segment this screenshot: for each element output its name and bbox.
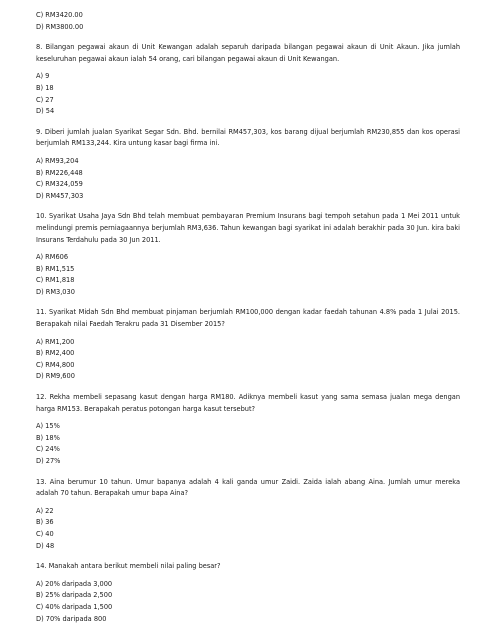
question-text: 13. Aina berumur 10 tahun. Umur bapanya adalah 4 kali ganda umur Zaidi. Zaida ialah abang Aina. Jumlah umur mereka adalah 70 tahun. Berapakah umur bapa Aina? <box>36 477 460 498</box>
answer-option: C) RM1,818 <box>36 276 75 285</box>
question-14 <box>36 561 460 625</box>
answer-option: C) 24% <box>36 445 60 454</box>
answer-option: C) 40% daripada 1,500 <box>36 602 113 611</box>
answer-option: C) RM324,059 <box>36 180 83 189</box>
answer-option: D) RM3,030 <box>36 287 75 296</box>
question-text: 12. Rekha membeli sepasang kasut dengan harga RM180. Adiknya membeli kasut yang sama semasa jualan mega dengan harga RM153. Berapakah peratus potongan harga kasut tersebut? <box>36 393 460 413</box>
answer-option: A) RM606 <box>36 253 69 262</box>
question-text: 8. Bilangan pegawai akaun di Unit Kewangan adalah separuh daripada bilangan pegawai akaun di Unit Akaun. Jika jumlah keseluruhan pegawai akaun ialah 54 orang, cari bilangan pegawai akaun di Unit Kewangan. <box>36 43 460 63</box>
question-8 <box>36 42 460 118</box>
answer-option: C) 40 <box>36 529 54 538</box>
answer-option: C) RM4,800 <box>36 360 75 369</box>
answer-option: A) 20% daripada 3,000 <box>36 579 113 588</box>
answer-option: C) RM3420.00 <box>36 11 83 19</box>
answer-options <box>36 252 460 298</box>
answer-option: D) RM9,600 <box>36 372 75 381</box>
answer-option: B) RM1,515 <box>36 264 75 273</box>
answer-option: A) 15% <box>36 422 60 431</box>
answer-option: B) 25% daripada 2,500 <box>36 591 113 600</box>
answer-option: D) 27% <box>36 457 61 465</box>
question-10 <box>36 211 460 298</box>
answer-option: D) 54 <box>36 107 55 116</box>
answer-option: A) RM93,204 <box>36 156 79 165</box>
answer-options <box>36 337 460 383</box>
answer-option: A) RM1,200 <box>36 337 75 346</box>
answer-options <box>36 579 460 625</box>
question-9 <box>36 127 460 203</box>
answer-option: B) 36 <box>36 518 54 527</box>
answer-option: D) 70% daripada 800 <box>36 614 107 623</box>
answer-options <box>36 71 460 117</box>
question-11 <box>36 307 460 383</box>
answer-option: D) 48 <box>36 541 55 550</box>
question-13 <box>36 477 460 553</box>
answer-option: A) 9 <box>36 72 50 81</box>
question-text: 11. Syarikat Midah Sdn Bhd membuat pinjaman berjumlah RM100,000 dengan kadar faedah tahunan 4.8% pada 1 Julai 2015. Berapakah nilai Faedah Terakru pada 31 Disember 2015? <box>36 308 460 329</box>
answer-option: B) RM226,448 <box>36 168 83 177</box>
document-page <box>36 10 460 625</box>
question-text: 10. Syarikat Usaha Jaya Sdn Bhd telah membuat pembayaran Premium Insurans bagi tempoh setahun pada 1 Mei 2011 untuk melindungi premis perniagaannya berjumlah RM3,636. Tahun kewangan bagi syarikat ini adalah berakhir pada 30 Jun. kira baki Insurans Terdahulu pada 30 Jun 2011. <box>36 212 460 244</box>
lead-options <box>36 10 460 33</box>
answer-option: B) 18% <box>36 433 60 442</box>
answer-option: A) 22 <box>36 506 54 515</box>
answer-options <box>36 421 460 467</box>
answer-options <box>36 156 460 202</box>
answer-option: C) 27 <box>36 95 54 104</box>
answer-option: D) RM3800.00 <box>36 22 84 31</box>
question-12 <box>36 392 460 468</box>
answer-options <box>36 506 460 552</box>
answer-option: D) RM457,303 <box>36 191 84 200</box>
answer-option: B) 18 <box>36 83 54 92</box>
question-text: 9. Diberi jumlah jualan Syarikat Segar Sdn. Bhd. bernilai RM457,303, kos barang dijual berjumlah RM230,855 dan kos operasi berjumlah RM133,244. Kira untung kasar bagi firma ini. <box>36 127 460 148</box>
question-text: 14. Manakah antara berikut membeli nilai paling besar? <box>36 562 221 571</box>
answer-option: B) RM2,400 <box>36 349 75 358</box>
